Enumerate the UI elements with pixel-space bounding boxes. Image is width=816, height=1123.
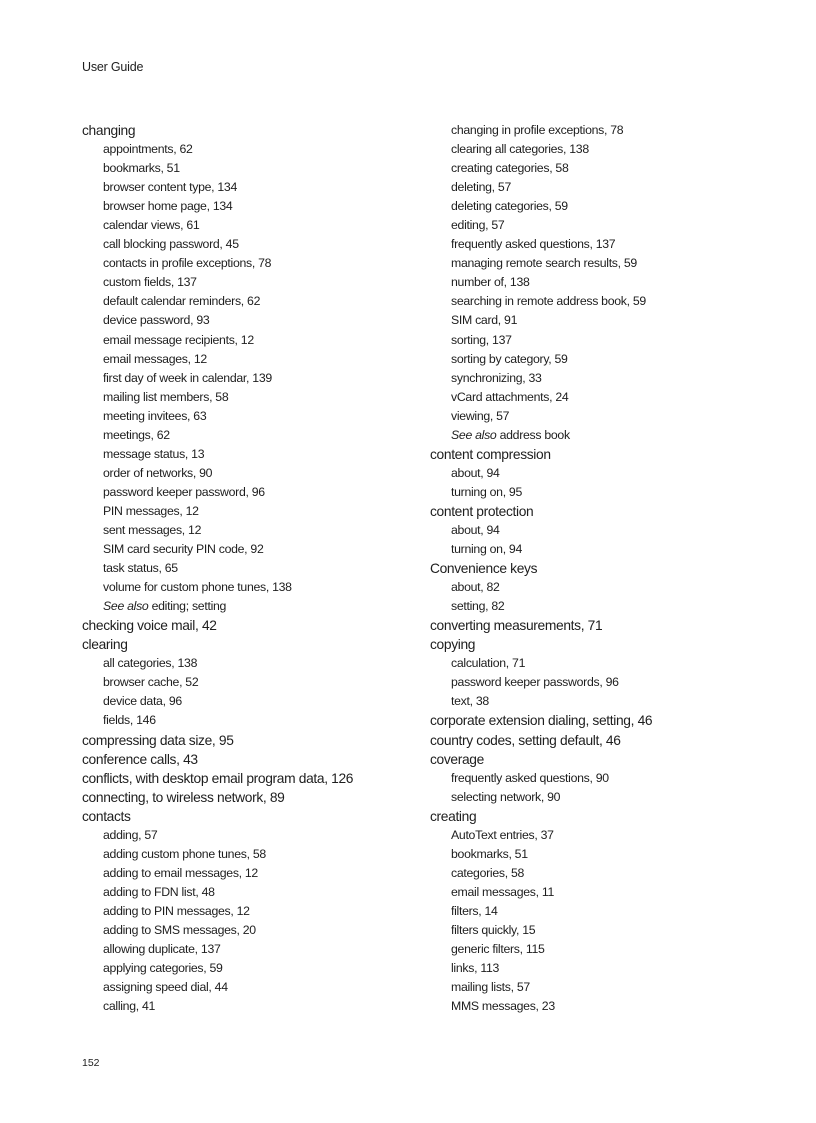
index-subentry: meetings, 62 <box>103 427 170 442</box>
index-subentry: frequently asked questions, 90 <box>451 770 609 785</box>
index-entry: country codes, setting default, 46 <box>430 732 621 748</box>
index-subentry: links, 113 <box>451 961 500 976</box>
index-subentry: device data, 96 <box>103 694 182 709</box>
index-subentry: calling, 41 <box>103 999 156 1014</box>
index-subentry: assigning speed dial, 44 <box>103 980 228 995</box>
index-subentry: contacts in profile exceptions, 78 <box>103 256 272 271</box>
index-subentry: text, 38 <box>451 694 489 709</box>
index-subentry: sent messages, 12 <box>103 522 202 537</box>
index-entry: contacts <box>82 808 131 824</box>
index-subentry: email message recipients, 12 <box>103 332 254 347</box>
index-subentry: fields, 146 <box>103 713 156 728</box>
index-subentry: task status, 65 <box>103 561 178 576</box>
index-subentry: frequently asked questions, 137 <box>451 237 616 252</box>
index-subentry: adding to FDN list, 48 <box>103 884 215 899</box>
index-subentry: default calendar reminders, 62 <box>103 294 261 309</box>
index-entry: content compression <box>430 446 551 462</box>
index-subentry: deleting categories, 59 <box>451 199 568 214</box>
index-entry: content protection <box>430 503 534 519</box>
index-entry: copying <box>430 637 476 653</box>
index-entry: conflicts, with desktop email program data, 126 <box>82 770 354 786</box>
index-subentry: filters quickly, 15 <box>451 922 536 937</box>
index-subentry: custom fields, 137 <box>103 275 197 290</box>
index-subentry: selecting network, 90 <box>451 789 561 804</box>
index-subentry: mailing lists, 57 <box>451 980 530 995</box>
index-subentry: appointments, 62 <box>103 142 193 157</box>
index-subentry: SIM card security PIN code, 92 <box>103 542 264 557</box>
index-subentry: password keeper password, 96 <box>103 484 265 499</box>
index-subentry: call blocking password, 45 <box>103 237 239 252</box>
index-subentry: calculation, 71 <box>451 656 526 671</box>
index-subentry: browser cache, 52 <box>103 675 199 690</box>
index-subentry: device password, 93 <box>103 313 210 328</box>
index-subentry: first day of week in calendar, 139 <box>103 370 272 385</box>
index-subentry: order of networks, 90 <box>103 465 213 480</box>
index-subentry: creating categories, 58 <box>451 161 569 176</box>
index-subentry: adding to SMS messages, 20 <box>103 922 256 937</box>
index-subentry: searching in remote address book, 59 <box>451 294 646 309</box>
index-subentry: email messages, 11 <box>451 884 555 899</box>
index-subentry: categories, 58 <box>451 865 525 880</box>
index-subentry: allowing duplicate, 137 <box>103 942 221 957</box>
index-entry: coverage <box>430 751 484 767</box>
index-subentry: editing, 57 <box>451 218 505 233</box>
index-entry: converting measurements, 71 <box>430 618 603 634</box>
index-subentry: managing remote search results, 59 <box>451 256 637 271</box>
index-subentry: volume for custom phone tunes, 138 <box>103 580 292 595</box>
index-subentry: browser content type, 134 <box>103 180 237 195</box>
index-subentry: email messages, 12 <box>103 351 207 366</box>
index-subentry: about, 94 <box>451 465 500 480</box>
index-subentry: all categories, 138 <box>103 656 198 671</box>
index-subentry: vCard attachments, 24 <box>451 389 569 404</box>
index-subentry <box>430 426 780 445</box>
index-subentry: SIM card, 91 <box>451 313 518 328</box>
index-entry: conference calls, 43 <box>82 751 198 767</box>
index-column-left <box>82 121 412 1016</box>
index-entry: Convenience keys <box>430 561 538 577</box>
index-entry: changing <box>82 123 136 138</box>
index-entry: clearing <box>82 637 128 653</box>
index-subentry: MMS messages, 23 <box>451 999 555 1014</box>
index-subentry: turning on, 94 <box>451 542 523 557</box>
see-also-label: See also <box>451 427 497 442</box>
index-subentry: viewing, 57 <box>451 408 510 423</box>
index-subentry: sorting by category, 59 <box>451 351 568 366</box>
index-subentry: adding custom phone tunes, 58 <box>103 846 266 861</box>
index-subentry: sorting, 137 <box>451 332 512 347</box>
index-subentry: mailing list members, 58 <box>103 389 229 404</box>
index-entry: corporate extension dialing, setting, 46 <box>430 713 653 729</box>
index-entry: checking voice mail, 42 <box>82 618 217 634</box>
index-entry: compressing data size, 95 <box>82 732 234 748</box>
index-subentry: password keeper passwords, 96 <box>451 675 619 690</box>
index-subentry: number of, 138 <box>451 275 530 290</box>
index-subentry: meeting invitees, 63 <box>103 408 207 423</box>
index-subentry: setting, 82 <box>451 599 505 614</box>
index-subentry: adding to PIN messages, 12 <box>103 903 250 918</box>
index-subentry: calendar views, 61 <box>103 218 200 233</box>
index-subentry: turning on, 95 <box>451 484 523 499</box>
index-subentry: browser home page, 134 <box>103 199 233 214</box>
index-subentry: about, 82 <box>451 580 500 595</box>
index-subentry: deleting, 57 <box>451 180 511 195</box>
index-entry: connecting, to wireless network, 89 <box>82 789 285 805</box>
see-also-label: See also <box>103 599 149 614</box>
index-entry: creating <box>430 808 477 824</box>
see-also-target: editing; setting <box>148 599 227 614</box>
index-subentry: clearing all categories, 138 <box>451 142 589 157</box>
index-subentry: bookmarks, 51 <box>103 161 180 176</box>
index-subentry: adding, 57 <box>103 827 158 842</box>
index-subentry: generic filters, 115 <box>451 942 545 957</box>
index-subentry: synchronizing, 33 <box>451 370 542 385</box>
index-subentry: changing in profile exceptions, 78 <box>451 123 624 137</box>
index-subentry: filters, 14 <box>451 903 498 918</box>
see-also-target: address book <box>496 427 570 442</box>
index-subentry: about, 94 <box>451 522 500 537</box>
index-subentry: message status, 13 <box>103 446 205 461</box>
index-subentry: applying categories, 59 <box>103 961 223 976</box>
index-subentry: AutoText entries, 37 <box>451 827 554 842</box>
index-column-right <box>430 121 780 1016</box>
index-subentry: bookmarks, 51 <box>451 846 528 861</box>
page-number: 152 <box>82 1057 100 1069</box>
index-subentry: PIN messages, 12 <box>103 503 199 518</box>
index-subentry: adding to email messages, 12 <box>103 865 258 880</box>
running-header: User Guide <box>82 60 144 74</box>
index-subentry <box>82 597 412 616</box>
